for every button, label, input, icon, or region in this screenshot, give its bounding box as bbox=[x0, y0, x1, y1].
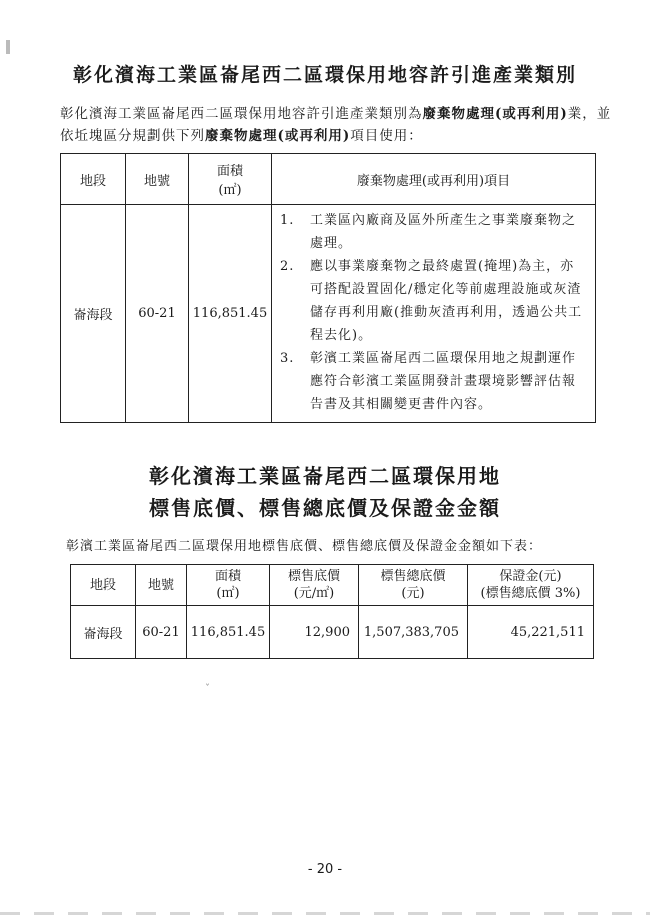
header-deposit-note: (標售總底價 3%) bbox=[480, 586, 581, 601]
section1-intro bbox=[60, 103, 620, 147]
header-area-label: 面積 bbox=[214, 569, 241, 584]
table-header-row bbox=[61, 154, 596, 205]
header-total-price bbox=[359, 565, 468, 606]
cell-area: 116,851.45 bbox=[189, 205, 272, 423]
header-lot: 地號 bbox=[136, 565, 187, 606]
header-unit-price-unit: (元/㎡) bbox=[293, 586, 335, 601]
cell-total-price: 1,507,383,705 bbox=[359, 606, 468, 659]
header-section: 地段 bbox=[61, 154, 126, 205]
header-area bbox=[189, 154, 272, 205]
header-area-unit: (㎡) bbox=[218, 183, 242, 198]
header-total-price-label: 標售總底價 bbox=[380, 569, 446, 584]
section2-intro: 彰濱工業區崙尾西二區環保用地標售底價、標售總底價及保證金金額如下表： bbox=[66, 539, 543, 554]
list-item bbox=[280, 255, 587, 347]
item-text: 工業區內廠商及區外所產生之事業廢棄物之處理。 bbox=[310, 213, 577, 251]
price-table bbox=[70, 564, 594, 659]
cell-items bbox=[272, 205, 596, 423]
scan-mark bbox=[6, 40, 10, 54]
intro-text-a: 彰化濱海工業區崙尾西二區環保用地容許引進產業類別為 bbox=[60, 106, 423, 122]
section2-title-line1: 彰化濱海工業區崙尾西二區環保用地 bbox=[149, 464, 501, 488]
header-area-unit: (㎡) bbox=[216, 586, 240, 601]
header-unit-price bbox=[270, 565, 359, 606]
table-header-row bbox=[71, 565, 594, 606]
list-item bbox=[280, 209, 587, 255]
header-section: 地段 bbox=[71, 565, 136, 606]
cell-lot: 60-21 bbox=[136, 606, 187, 659]
header-deposit bbox=[468, 565, 594, 606]
section2-title-line2: 標售底價、標售總底價及保證金金額 bbox=[149, 496, 501, 520]
cell-lot: 60-21 bbox=[126, 205, 189, 423]
industry-category-table bbox=[60, 153, 596, 423]
stray-mark: ˇ bbox=[205, 684, 210, 695]
section1-title: 彰化濱海工業區崙尾西二區環保用地容許引進產業類別 bbox=[72, 64, 577, 86]
header-deposit-label: 保證金(元) bbox=[499, 569, 562, 584]
item-number: 3. bbox=[280, 351, 295, 366]
intro-text-b: 廢棄物處理(或再利用) bbox=[422, 106, 568, 122]
page-number: - 20 - bbox=[307, 862, 343, 877]
header-area-label: 面積 bbox=[216, 164, 243, 179]
header-unit-price-label: 標售底價 bbox=[287, 569, 340, 584]
section2-title bbox=[0, 460, 650, 524]
table-row bbox=[71, 606, 594, 659]
item-number: 1. bbox=[280, 213, 295, 228]
header-items: 廢棄物處理(或再利用)項目 bbox=[272, 154, 596, 205]
item-text: 應以事業廢棄物之最終處置(掩埋)為主，亦可搭配設置固化/穩定化等前處理設施或灰渣儲存再利用廠(推動灰渣再利用，透過公共工程去化)。 bbox=[310, 259, 583, 343]
cell-area: 116,851.45 bbox=[187, 606, 270, 659]
item-text: 彰濱工業區崙尾西二區環保用地之規劃運作應符合彰濱工業區開發計畫環境影響評估報告書及其相關變更書件內容。 bbox=[310, 351, 577, 412]
intro-text-e: 項目使用： bbox=[350, 128, 423, 144]
scan-edge bbox=[0, 912, 650, 915]
cell-section: 崙海段 bbox=[61, 205, 126, 423]
table-row bbox=[61, 205, 596, 423]
header-total-price-unit: (元) bbox=[401, 586, 425, 601]
cell-deposit: 45,221,511 bbox=[468, 606, 594, 659]
intro-text-c: 業，並依坵塊區分規劃供下列 bbox=[60, 106, 612, 144]
cell-section: 崙海段 bbox=[71, 606, 136, 659]
item-number: 2. bbox=[280, 259, 295, 274]
list-item bbox=[280, 347, 587, 416]
header-lot: 地號 bbox=[126, 154, 189, 205]
cell-unit-price: 12,900 bbox=[270, 606, 359, 659]
intro-text-d: 廢棄物處理(或再利用) bbox=[205, 128, 351, 144]
header-area bbox=[187, 565, 270, 606]
